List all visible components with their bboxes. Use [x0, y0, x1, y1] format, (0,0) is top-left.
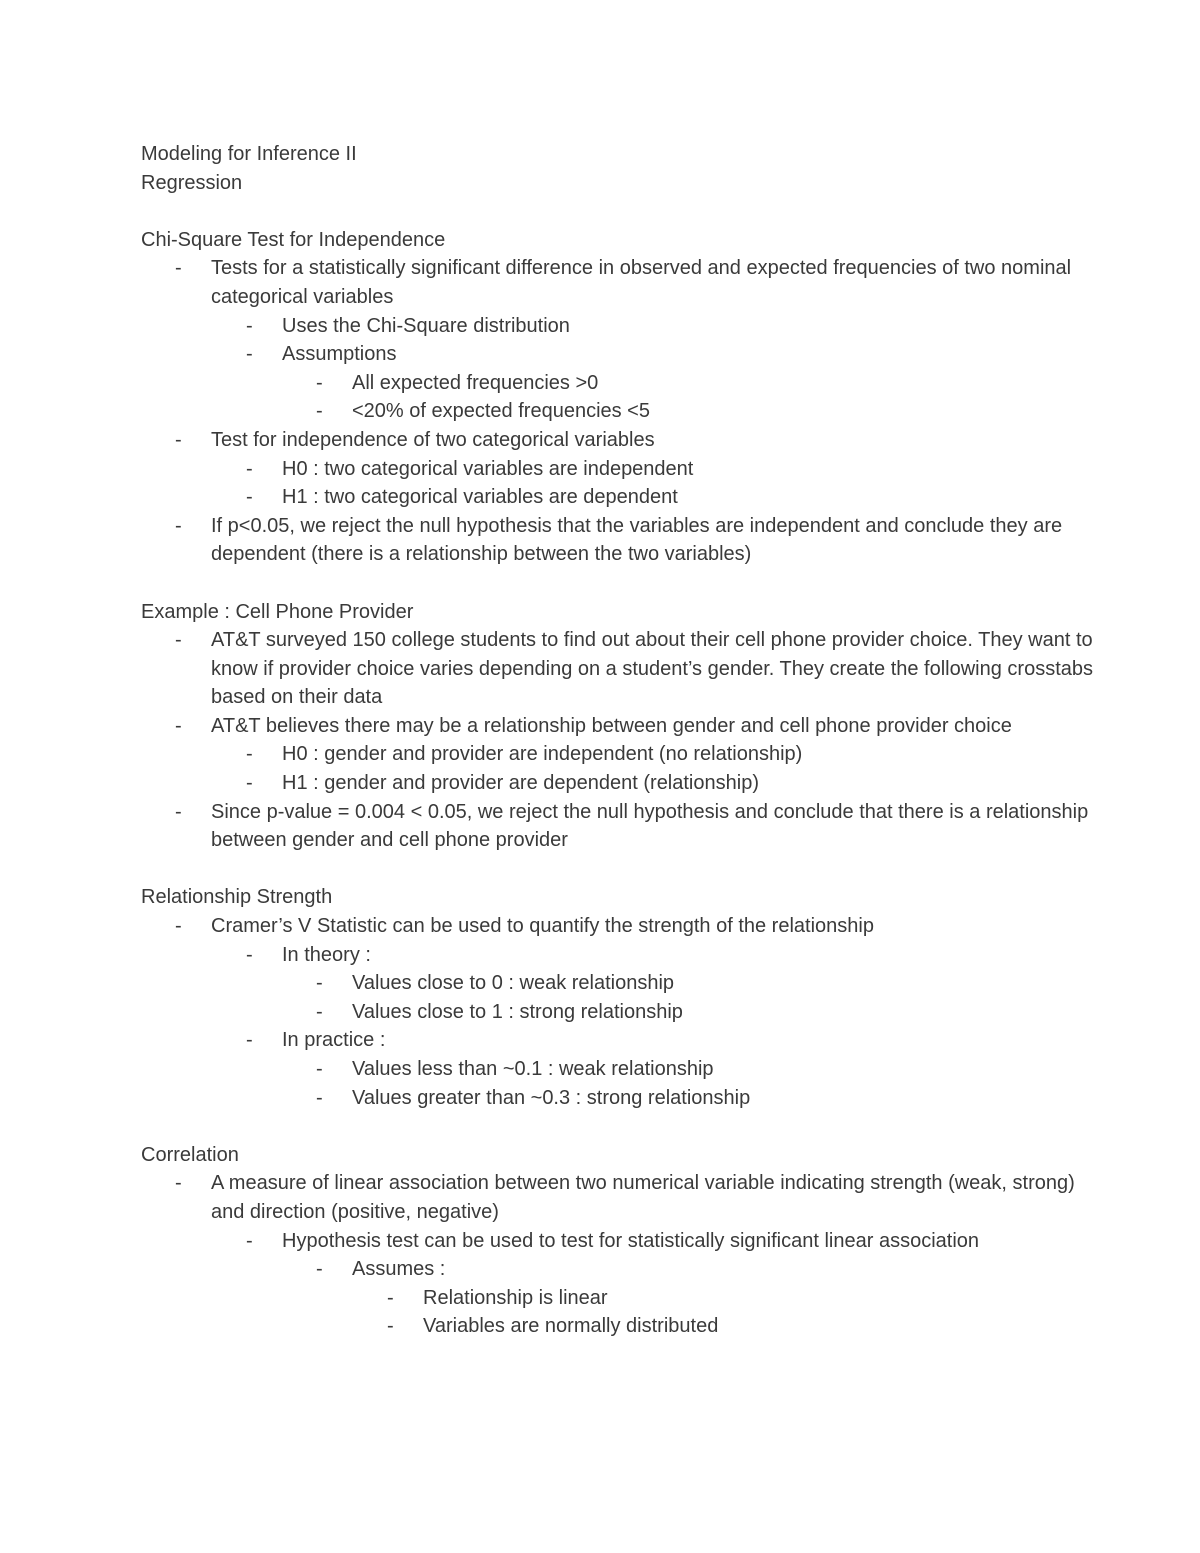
bullet-dash: -	[246, 943, 253, 966]
list-item-text: H0 : two categorical variables are independent	[282, 457, 694, 480]
list-item	[141, 941, 1101, 970]
bullet-dash: -	[316, 1058, 323, 1080]
list-item-text: Cramer’s V Statistic can be used to quantify the strength of the relationship	[211, 915, 874, 938]
list-item-text: All expected frequencies >0	[352, 371, 599, 394]
list-item	[141, 626, 1101, 712]
section-heading-example: Example : Cell Phone Provider	[141, 600, 414, 623]
document-body	[141, 140, 1101, 1341]
document-subtitle: Regression	[141, 171, 243, 194]
list-item	[141, 369, 1101, 398]
list-item-text: Values greater than ~0.3 : strong relationship	[352, 1086, 751, 1109]
bullet-dash: -	[246, 343, 253, 366]
bullet-dash: -	[175, 629, 182, 652]
list-item-text: Assumes :	[352, 1258, 446, 1281]
bullet-dash: -	[316, 1086, 323, 1109]
bullet-dash: -	[175, 714, 182, 737]
bullet-dash: -	[175, 1172, 182, 1195]
bullet-dash: -	[316, 1258, 323, 1281]
list-item	[141, 455, 1101, 484]
bullet-dash: -	[175, 915, 182, 938]
bullet-dash: -	[175, 428, 182, 451]
list-item-text: Variables are normally distributed	[423, 1315, 719, 1338]
list-item	[141, 1312, 1101, 1341]
bullet-dash: -	[175, 514, 182, 537]
list-item-text: Assumptions	[282, 343, 397, 366]
blank-line	[141, 1112, 1101, 1141]
bullet-dash: -	[316, 972, 323, 995]
bullet-dash: -	[246, 457, 253, 480]
list-item	[141, 1055, 1101, 1084]
list-item	[141, 426, 1101, 455]
list-item-text: A measure of linear association between two numerical variable indicating strength (weak, strong) and direction (positive, negative)	[211, 1172, 1075, 1223]
list-item	[141, 740, 1101, 769]
list-item	[141, 969, 1101, 998]
list-item	[141, 1255, 1101, 1284]
bullet-dash: -	[246, 1229, 253, 1252]
blank-line	[141, 855, 1101, 884]
list-item-text: Uses the Chi-Square distribution	[282, 314, 570, 337]
list-item	[141, 483, 1101, 512]
list-item	[141, 254, 1101, 311]
list-item-text: AT&T believes there may be a relationship between gender and cell phone provider choice	[211, 714, 1012, 737]
list-item	[141, 712, 1101, 741]
section-heading-relationship-strength: Relationship Strength	[141, 886, 333, 909]
list-item-text: In practice :	[282, 1029, 386, 1052]
section-heading-chi-square: Chi-Square Test for Independence	[141, 228, 446, 251]
list-item	[141, 340, 1101, 369]
list-item	[141, 912, 1101, 941]
list-item-text: In theory :	[282, 943, 371, 966]
list-item	[141, 998, 1101, 1027]
bullet-dash: -	[387, 1286, 394, 1309]
list-item-text: H1 : two categorical variables are dependent	[282, 486, 678, 509]
list-item	[141, 1084, 1101, 1113]
list-item-text: Tests for a statistically significant difference in observed and expected frequencies of two nominal categorical variables	[211, 257, 1072, 308]
bullet-dash: -	[175, 800, 182, 823]
bullet-dash: -	[246, 1029, 253, 1052]
list-item	[141, 1284, 1101, 1313]
blank-line	[141, 197, 1101, 226]
bullet-dash: -	[387, 1315, 394, 1338]
bullet-dash: -	[246, 314, 253, 337]
list-item	[141, 512, 1101, 569]
list-item	[141, 397, 1101, 426]
bullet-dash: -	[316, 1000, 323, 1023]
list-item	[141, 312, 1101, 341]
blank-line	[141, 569, 1101, 598]
list-item-text: H0 : gender and provider are independent (no relationship)	[282, 743, 803, 766]
list-item-text: H1 : gender and provider are dependent (relationship)	[282, 772, 759, 795]
section-heading-correlation: Correlation	[141, 1143, 239, 1166]
list-item-text: AT&T surveyed 150 college students to find out about their cell phone provider choice. They want to know if provider choice varies depending on a student’s gender. They create the following crosstabs based on their data	[211, 629, 1094, 709]
list-item	[141, 798, 1101, 855]
list-item-text: Values less than ~0.1 : weak relationship	[352, 1058, 714, 1080]
bullet-dash: -	[316, 371, 323, 394]
list-item-text: <20% of expected frequencies <5	[352, 400, 650, 423]
list-item-text: Test for independence of two categorical variables	[211, 428, 655, 451]
list-item	[141, 1169, 1101, 1226]
bullet-dash: -	[246, 486, 253, 509]
list-item	[141, 1026, 1101, 1055]
list-item-text: Relationship is linear	[423, 1286, 608, 1309]
document-title: Modeling for Inference II	[141, 143, 357, 165]
list-item-text: Since p-value = 0.004 < 0.05, we reject the null hypothesis and conclude that there is a relationship between gender and cell phone provider	[211, 800, 1089, 852]
list-item-text: Hypothesis test can be used to test for statistically significant linear association	[282, 1229, 980, 1252]
list-item	[141, 1227, 1101, 1256]
list-item-text: Values close to 0 : weak relationship	[352, 972, 675, 995]
list-item-text: Values close to 1 : strong relationship	[352, 1000, 683, 1023]
bullet-dash: -	[175, 257, 182, 280]
bullet-dash: -	[246, 772, 253, 795]
list-item	[141, 769, 1101, 798]
bullet-dash: -	[246, 743, 253, 766]
bullet-dash: -	[316, 400, 323, 423]
list-item-text: If p<0.05, we reject the null hypothesis that the variables are independent and conclude they are dependent (there is a relationship between the two variables)	[211, 514, 1063, 566]
